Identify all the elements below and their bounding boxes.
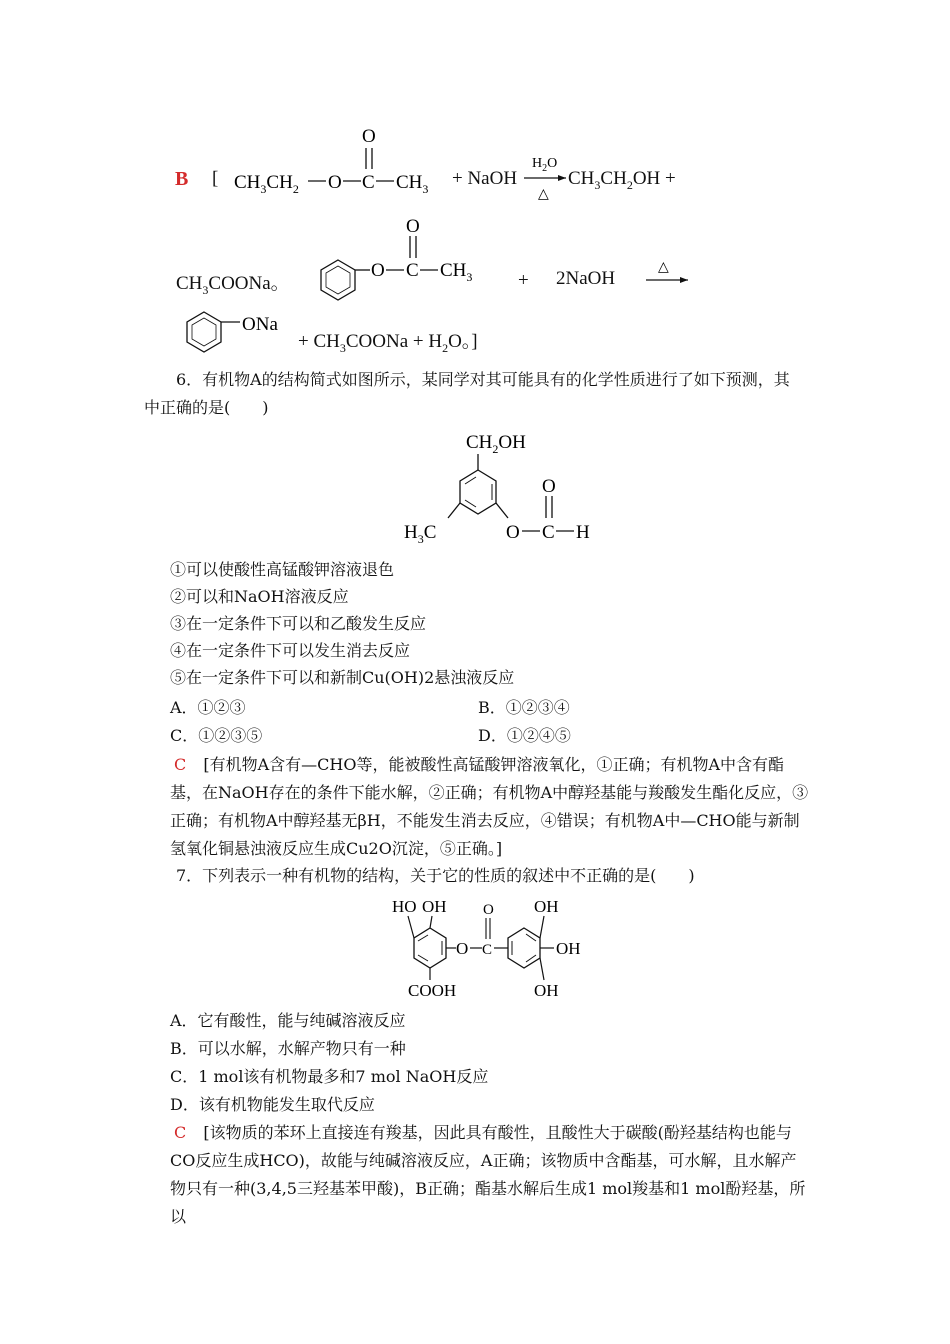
svg-text:O: O [406,218,420,237]
svg-text:C: C [362,172,375,193]
svg-text:O: O [328,172,342,193]
q6-item-4: ④在一定条件下可以发生消去反应 [170,641,411,660]
svg-text:O: O [456,939,469,958]
svg-text:COOH: COOH [408,981,457,1000]
svg-text:CH3: $CH_3$ [440,260,473,284]
ona-label: ONa [242,314,278,335]
q7-answer: C [174,1123,187,1142]
svg-text:O: O [483,902,494,918]
q7-option-a[interactable]: A．它有酸性，能与纯碱溶液反应 [170,1011,406,1030]
products-line3: + $CH_3COONa + H_2O$。] [298,331,478,355]
q6-item-1: ①可以使酸性高锰酸钾溶液退色 [170,560,395,579]
product-ethanol: $CH_3CH_2OH$ + [568,168,676,192]
svg-text:OH: OH [534,981,559,1000]
svg-text:OH: OH [422,897,447,916]
q7-option-b[interactable]: B．可以水解，水解产物只有一种 [170,1039,406,1058]
svg-text:H: H [576,522,590,543]
q6-structure [396,426,606,552]
svg-text:C: C [482,942,493,958]
bracket-open: [ [212,168,219,189]
q6-item-5: ⑤在一定条件下可以和新制Cu(OH)2悬浊液反应 [170,668,515,687]
svg-text:CH2OH: $CH_2OH$ [466,432,526,456]
svg-text:H3C: $H_3C$ [404,522,437,546]
svg-text:O: O [506,522,520,543]
svg-text:C: C [406,260,419,281]
svg-text:HO: HO [392,897,417,916]
svg-text:CH3CH2: $CH_3CH_2$ [234,172,299,196]
reaction-arrow-2 [644,256,692,288]
q6-option-b[interactable]: B．①②③④ [478,698,570,717]
plus-naoh: + NaOH [452,168,518,189]
plus-sign: + [518,270,529,291]
q6-option-c[interactable]: C．①②③⑤ [170,726,263,745]
answer-letter: B [175,168,189,190]
q7-option-d[interactable]: D．该有机物能发生取代反应 [170,1095,375,1114]
q6-explanation: C [有机物A含有—CHO等，能被酸性高锰酸钾溶液氧化，①正确；有机物A中含有酯基，在NaOH存在的条件下能水解，②正确；有机物A中醇羟基能与羧酸发生酯化反应，③正确；有机物A中醇羟基无βH，不能发生消去反应，④错误；有机物A中—CHO能与新制氢氧化铜悬浊液反应生成Cu2O沉淀，⑤正确。] [170,755,809,858]
two-naoh: 2NaOH [556,268,616,289]
q7-option-c[interactable]: C．1 mol该有机物最多和7 mol NaOH反应 [170,1067,489,1086]
q6-stem-line1: 6．有机物A的结构简式如图所示，某同学对其可能具有的化学性质进行了如下预测，其 [176,370,790,389]
svg-text:OH: OH [556,939,581,958]
svg-text:C: C [542,522,555,543]
q7-stem: 7．下列表示一种有机物的结构，关于它的性质的叙述中不正确的是( ) [176,866,695,885]
sodium-phenoxide-structure [180,308,290,360]
svg-text:H2O: $H_2O$ [532,156,558,174]
q6-option-a[interactable]: A．①②③ [170,698,246,717]
svg-text:O: O [371,260,385,281]
q6-item-2: ②可以和NaOH溶液反应 [170,587,349,606]
reaction-arrow-1 [522,150,570,202]
q7-structure [384,892,614,1004]
sodium-acetate-1: $CH_3COONa$。 [176,273,290,297]
svg-text:CH3: $CH_3$ [396,172,429,196]
svg-text:△: △ [658,260,669,275]
q7-explanation: C [该物质的苯环上直接连有羧基，因此具有酸性，且酸性大于碳酸(酚羟基结构也能与CO反应生成HCO)，故能与纯碱溶液反应，A正确；该物质中含酯基，可水解，且水解产物只有一种(3,4,5三羟基苯甲酸)，B正确；酯基水解后生成1 mol羧基和1 mol酚羟基，所以 [170,1123,806,1226]
q6-option-d[interactable]: D．①②④⑤ [478,726,571,745]
svg-text:O: O [362,126,376,147]
q6-stem-line2: 中正确的是( ) [144,398,269,417]
svg-text:OH: OH [534,897,559,916]
svg-text:△: △ [538,187,549,202]
ester-structure-1 [230,122,450,202]
phenyl-acetate-structure [308,218,508,306]
q6-answer: C [174,755,187,774]
svg-text:O: O [542,476,556,497]
q6-item-3: ③在一定条件下可以和乙酸发生反应 [170,614,427,633]
